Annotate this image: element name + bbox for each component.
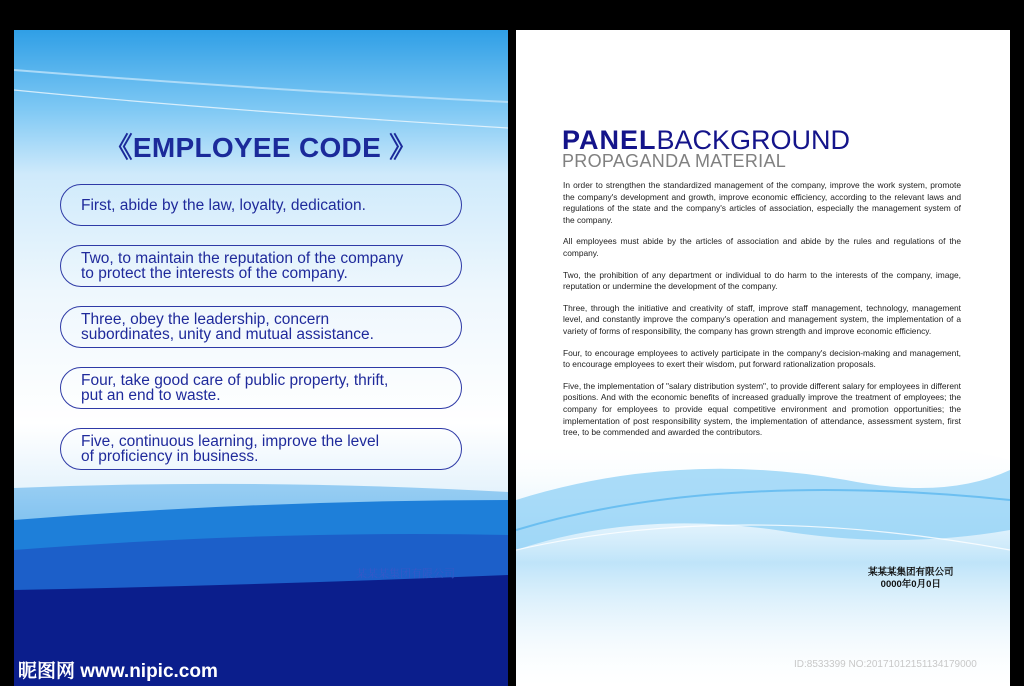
paragraph-3: Two, the prohibition of any department or individual to do harm to the interests of the company, image, reputation or undermine the development of the company. xyxy=(563,269,961,292)
panel-title-bold: PANEL xyxy=(562,125,657,155)
paragraph-1: In order to strengthen the standardized management of the company, improve the work system, promote the company's development and growth, improve economic efficiency, according to the relevant laws and regulations of the state and the company's articles of association, especially the management system of the company. xyxy=(563,180,961,225)
document-date: 0000年0月0日 xyxy=(880,579,941,590)
body-text xyxy=(563,180,961,449)
employee-code-panel xyxy=(14,30,508,686)
paragraph-4: Three, through the initiative and creativity of staff, improve staff management, technology, management level, and constantly improve the company's operation and management system, the implementation of a variety of forms of responsibility, the company has grown strength and improve economic efficiency. xyxy=(563,302,961,336)
company-signature xyxy=(868,567,954,591)
id-watermark: ID:8533399 NO:20171012151134179000 xyxy=(794,659,977,670)
panel-background-page xyxy=(516,30,1010,686)
code-item-2: Two, to maintain the reputation of the company to protect the interests of the company. xyxy=(60,245,462,287)
code-item-3: Three, obey the leadership, concern subordinates, unity and mutual assistance. xyxy=(60,306,462,348)
code-item-4: Four, take good care of public property, thrift, put an end to waste. xyxy=(60,367,462,409)
paragraph-5: Four, to encourage employees to actively participate in the company's decision-making and management, to encourage employees to exert their wisdom, put forward rationalization proposals. xyxy=(563,347,961,370)
paragraph-2: All employees must abide by the articles of association and abide by the rules and regulations of the company. xyxy=(563,236,961,258)
employee-code-title: 《EMPLOYEE CODE 》 xyxy=(104,132,418,163)
paragraph-6: Five, the implementation of "salary distribution system", to provide different salary for employees in different positions. And with the economic benefits of increased gradually improve the treatment of employees; the company for employees to provide equal competitive environment and promotion opportunities; the implementation of post responsibility system, the implementation of attendance, assessment system, first tree, to be commended and awarded the contributors. xyxy=(563,380,961,438)
company-name-left: 某某某集团有限公司 xyxy=(356,568,455,580)
nipic-watermark: 昵图网 www.nipic.com xyxy=(18,661,218,682)
code-item-5: Five, continuous learning, improve the level of proficiency in business. xyxy=(60,428,462,470)
code-item-1: First, abide by the law, loyalty, dedication. xyxy=(60,184,462,226)
panel-subtitle: PROPAGANDA MATERIAL xyxy=(562,151,787,171)
panel-title-rest: BACKGROUND xyxy=(656,125,851,155)
company-name-right: 某某某集团有限公司 xyxy=(868,567,954,578)
